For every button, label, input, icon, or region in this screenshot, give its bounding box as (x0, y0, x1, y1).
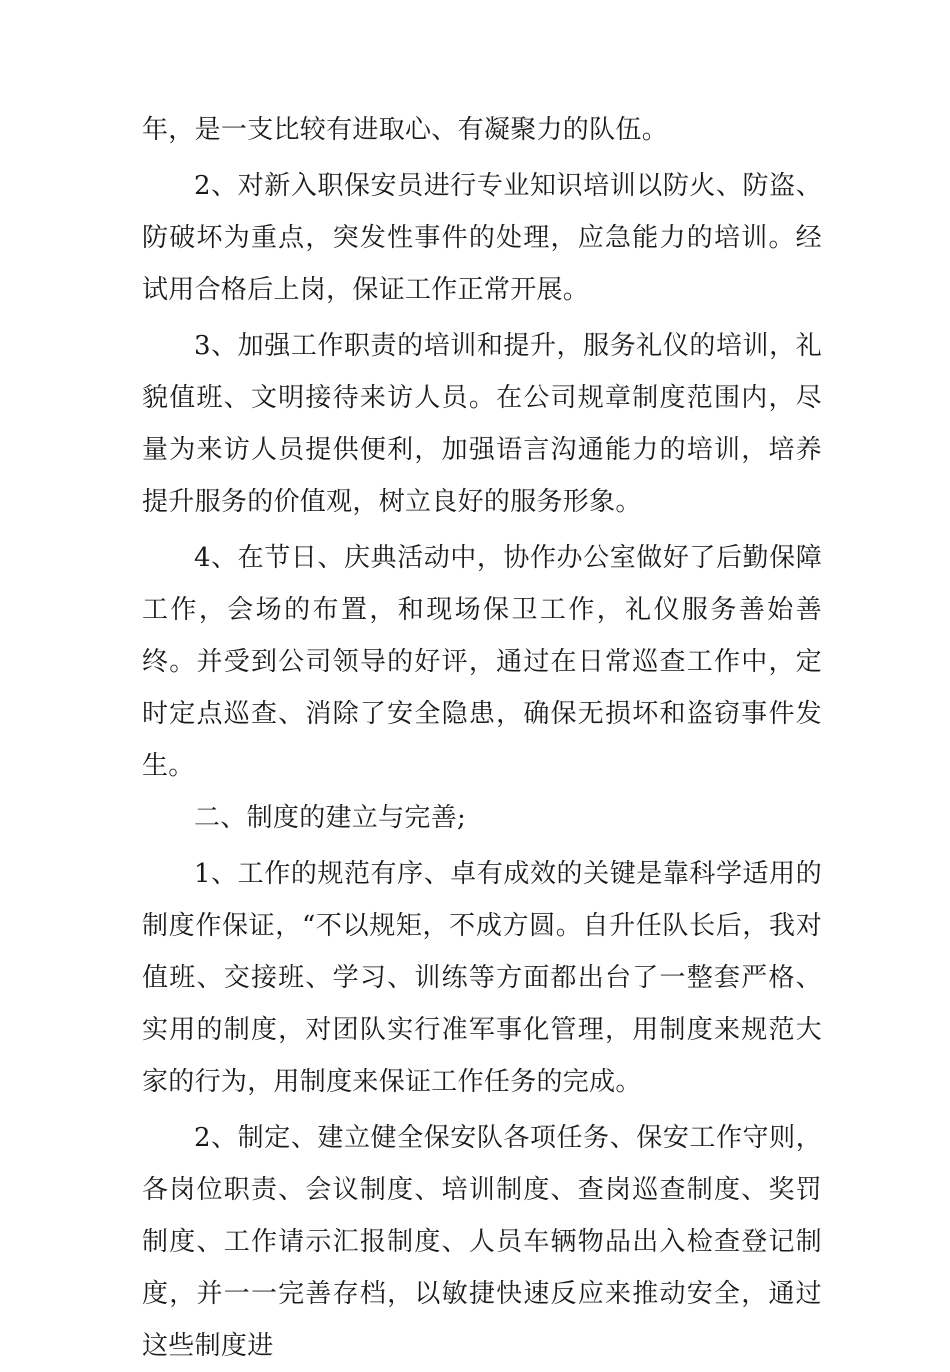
paragraph-training-item-3: 3、加强工作职责的培训和提升，服务礼仪的培训，礼貌值班、文明接待来访人员。在公司规章制度范围内，尽量为来访人员提供便利，加强语言沟通能力的培训，培养提升服务的价值观，树立良好的服务形象。 (142, 331, 822, 517)
paragraph-training-item-2: 2、对新入职保安员进行专业知识培训以防火、防盗、防破坏为重点，突发性事件的处理，应急能力的培训。经试用合格后上岗，保证工作正常开展。 (142, 171, 822, 305)
section-heading-system: 二、制度的建立与完善; (194, 803, 467, 833)
paragraph-training-item-4: 4、在节日、庆典活动中，协作办公室做好了后勤保障工作，会场的布置，和现场保卫工作，礼仪服务善始善终。并受到公司领导的好评，通过在日常巡查工作中，定时定点巡查、消除了安全隐患，确保无损坏和盗窃事件发生。 (142, 543, 822, 781)
document-body (142, 104, 822, 1372)
paragraph-system-item-2: 2、制定、建立健全保安队各项任务、保安工作守则，各岗位职责、会议制度、培训制度、查岗巡查制度、奖罚制度、工作请示汇报制度、人员车辆物品出入检查登记制度，并一一完善存档，以敏捷快速反应来推动安全，通过这些制度进 (142, 1123, 822, 1361)
paragraph-continuation: 年，是一支比较有进取心、有凝聚力的队伍。 (142, 115, 669, 145)
paragraph-system-item-1: 1、工作的规范有序、卓有成效的关键是靠科学适用的制度作保证，“不以规矩，不成方圆。自升任队长后，我对值班、交接班、学习、训练等方面都出台了一整套严格、实用的制度，对团队实行准军事化管理，用制度来规范大家的行为，用制度来保证工作任务的完成。 (142, 859, 822, 1097)
